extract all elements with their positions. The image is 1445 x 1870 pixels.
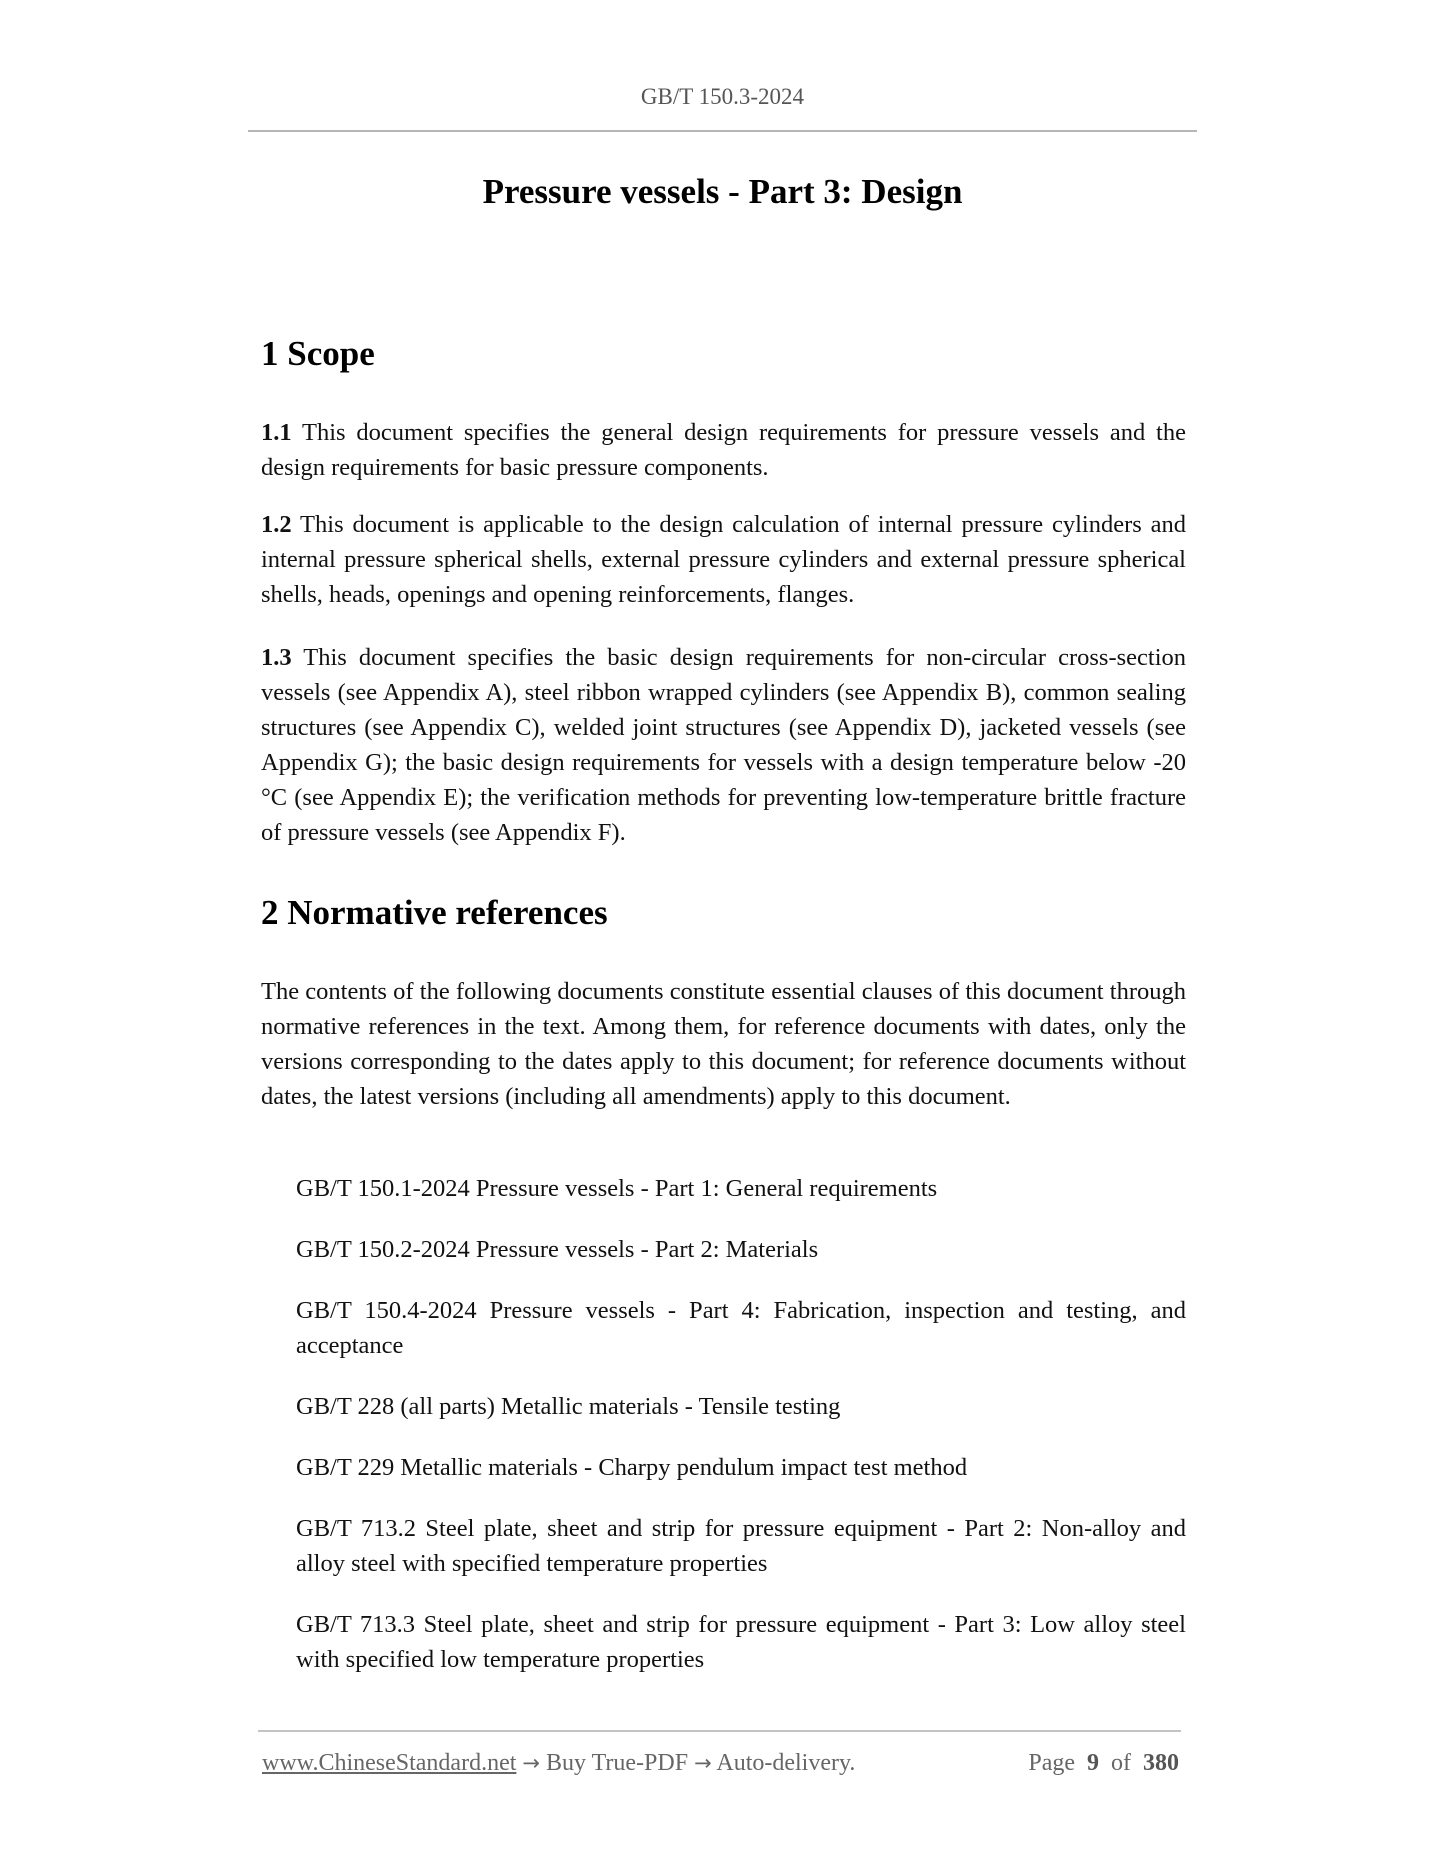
clause-number: 1.1 (261, 419, 292, 446)
reference-item: GB/T 150.2-2024 Pressure vessels - Part 2: Materials (296, 1236, 819, 1263)
section-heading-normative: 2 Normative references (261, 893, 608, 932)
clause-1-3 (261, 640, 1186, 850)
clause-paragraph (261, 507, 1186, 612)
page-indicator (1028, 1750, 1179, 1777)
clause-number: 1.3 (261, 644, 292, 671)
reference-item: GB/T 150.4-2024 Pressure vessels - Part 4: Fabrication, inspection and testing, and acceptance (296, 1297, 1186, 1359)
reference-item: GB/T 228 (all parts) Metallic materials - Tensile testing (296, 1393, 841, 1420)
page-of: of (1111, 1750, 1131, 1776)
reference-item: GB/T 713.3 Steel plate, sheet and strip for pressure equipment - Part 3: Low alloy steel with specified low temperature properties (296, 1611, 1186, 1673)
page-footer (262, 1750, 1182, 1784)
footer-divider (258, 1730, 1181, 1732)
page-total: 380 (1143, 1750, 1179, 1776)
document-title: Pressure vessels - Part 3: Design (482, 172, 963, 211)
buy-text: Buy True-PDF (546, 1750, 689, 1776)
clause-text: This document specifies the basic design requirements for non-circular cross-section vessels (see Appendix A), steel ribbon wrapped cylinders (see Appendix B), common sealing structures (see Appendix C), welded joint structures (see Appendix D), jacketed vessels (see Appendix G); the basic design requirements for vessels with a design temperature below -20 °C (see Appendix E); the verification methods for preventing low-temperature brittle fracture of pressure vessels (see Appendix F). (261, 644, 1187, 846)
section-scope (261, 333, 1186, 375)
section-heading-scope: 1 Scope (261, 334, 375, 373)
clause-paragraph (261, 640, 1186, 850)
right-arrow-icon: → (694, 1751, 712, 1775)
clause-1-1 (261, 415, 1186, 485)
section-normative (261, 892, 1186, 934)
footer-promo (262, 1750, 855, 1777)
intro-paragraph: The contents of the following documents constitute essential clauses of this document through normative references in the text. Among them, for reference documents with dates, only the versions corresponding to the dates apply to this document; for reference documents without dates, the latest versions (including all amendments) apply to this document. (261, 978, 1186, 1110)
clause-number: 1.2 (261, 511, 292, 538)
header-divider (248, 130, 1197, 132)
running-header: GB/T 150.3-2024 (640, 84, 805, 109)
page-current: 9 (1087, 1750, 1099, 1776)
clause-text: This document is applicable to the design calculation of internal pressure cylinders and internal pressure spherical shells, external pressure cylinders and external pressure spherical shells, heads, openings and opening reinforcements, flanges. (261, 511, 1186, 608)
site-link[interactable]: www.ChineseStandard.net (262, 1750, 517, 1776)
reference-item: GB/T 150.1-2024 Pressure vessels - Part 1: General requirements (296, 1175, 938, 1202)
reference-list (296, 1171, 1186, 1703)
clause-paragraph (261, 415, 1186, 485)
delivery-text: Auto-delivery. (716, 1750, 856, 1776)
reference-item: GB/T 713.2 Steel plate, sheet and strip for pressure equipment - Part 2: Non-alloy and alloy steel with specified temperature properties (296, 1515, 1186, 1577)
clause-1-2 (261, 507, 1186, 612)
normative-intro (261, 974, 1186, 1114)
reference-item: GB/T 229 Metallic materials - Charpy pendulum impact test method (296, 1454, 968, 1481)
page-label: Page (1028, 1750, 1075, 1776)
clause-text: This document specifies the general design requirements for pressure vessels and the design requirements for basic pressure components. (261, 419, 1186, 481)
right-arrow-icon: → (522, 1751, 540, 1775)
